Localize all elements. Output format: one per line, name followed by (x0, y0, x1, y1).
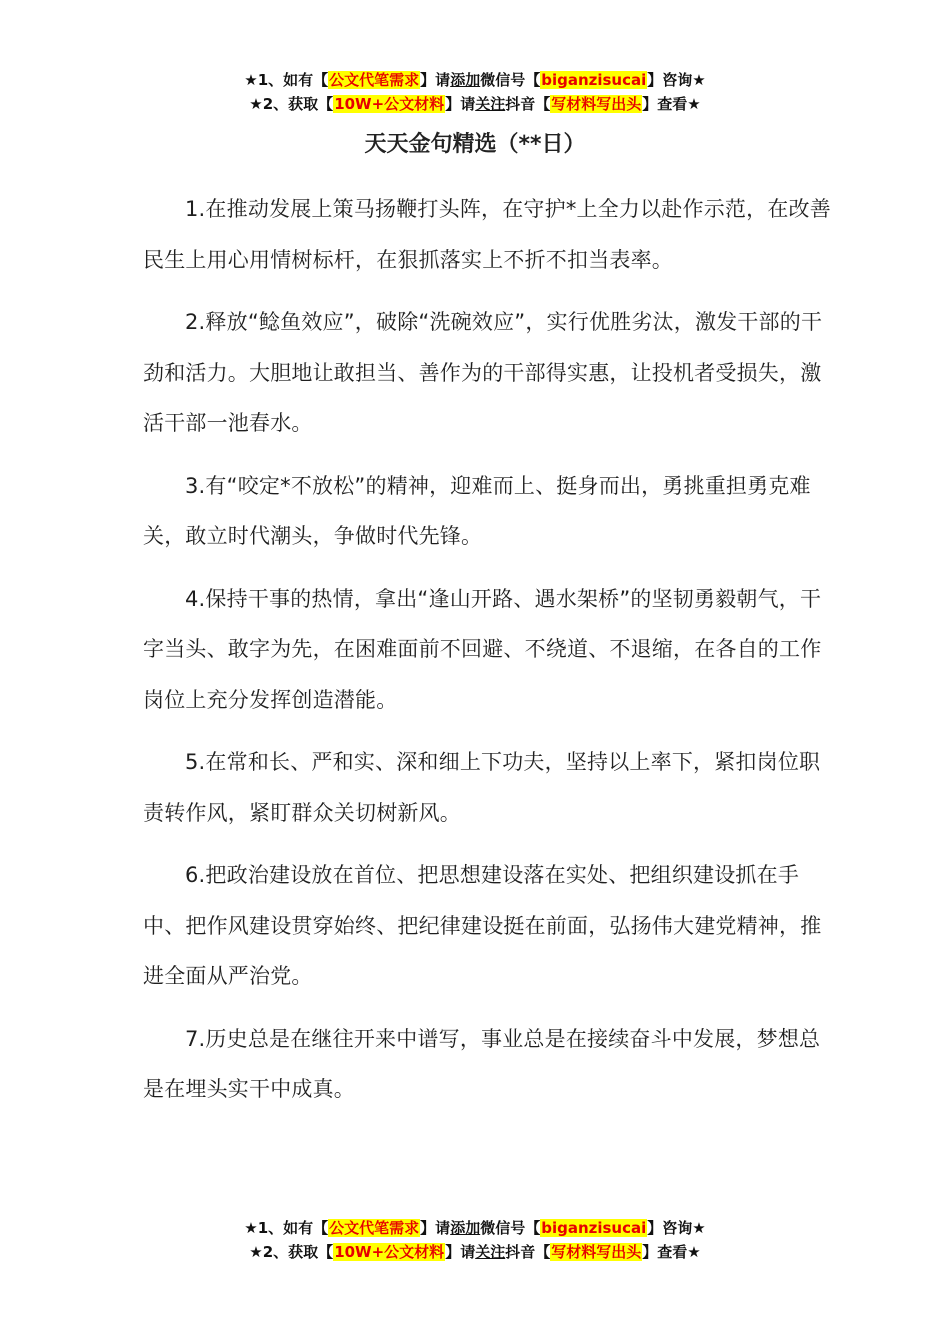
banner-text: 微信号【 (480, 1219, 541, 1237)
paragraph: 1.在推动发展上策马扬鞭打头阵，在守护*上全力以赴作示范，在改善民生上用心用情树标杆，在狠抓落实上不折不扣当表率。 (143, 197, 831, 272)
banner-highlight: 公文代笔需求 (329, 1219, 420, 1237)
banner-text: 】请 (445, 95, 476, 113)
banner-line-1 (0, 1216, 950, 1240)
banner-highlight: 10W+公文材料 (334, 95, 445, 113)
banner-text: 】咨询★ (647, 71, 706, 89)
banner-highlight: 写材料写出头 (551, 1243, 642, 1261)
banner-text: 】查看★ (642, 1243, 701, 1261)
paragraph: 3.有“咬定*不放松”的精神，迎难而上、挺身而出，勇挑重担勇克难关，敢立时代潮头，争做时代先锋。 (143, 473, 811, 548)
banner-underline: 添加 (450, 1219, 481, 1237)
banner-text: ★1、如有【 (244, 71, 329, 89)
banner-highlight: 10W+公文材料 (334, 1243, 445, 1261)
banner-highlight: 写材料写出头 (551, 95, 642, 113)
banner-text: 抖音【 (505, 95, 551, 113)
banner-highlight: 公文代笔需求 (329, 71, 420, 89)
banner-line-1 (0, 68, 950, 92)
banner-text: 】请 (420, 71, 451, 89)
banner-line-2 (0, 1240, 950, 1264)
banner-underline: 关注 (475, 95, 506, 113)
banner-underline: 关注 (475, 1243, 506, 1261)
paragraph: 7.历史总是在继往开来中谱写，事业总是在接续奋斗中发展，梦想总是在埋头实干中成真。 (143, 1026, 821, 1101)
bottom-banner (0, 1216, 950, 1264)
banner-text: ★2、获取【 (249, 1243, 334, 1261)
top-banner (0, 68, 950, 116)
banner-text: 微信号【 (480, 71, 541, 89)
document-body (143, 184, 833, 1127)
banner-highlight: biganzisucai (541, 71, 647, 89)
paragraph: 2.释放“鲶鱼效应”，破除“洗碗效应”，实行优胜劣汰，激发干部的干劲和活力。大胆地让敢担当、善作为的干部得实惠，让投机者受损失，激活干部一池春水。 (143, 310, 823, 435)
banner-text: 】请 (420, 1219, 451, 1237)
paragraph: 4.保持干事的热情，拿出“逢山开路、遇水架桥”的坚韧勇毅朝气，干字当头、敢字为先，在困难面前不回避、不绕道、不退缩，在各自的工作岗位上充分发挥创造潜能。 (143, 586, 822, 712)
banner-highlight: biganzisucai (541, 1219, 647, 1237)
banner-underline: 添加 (450, 71, 481, 89)
banner-line-2 (0, 92, 950, 116)
paragraph: 6.把政治建设放在首位、把思想建设落在实处、把组织建设抓在手中、把作风建设贯穿始终、把纪律建设挺在前面，弘扬伟大建党精神，推进全面从严治党。 (143, 863, 822, 988)
page-title: 天天金句精选（**日） (364, 132, 586, 157)
banner-text: 】咨询★ (647, 1219, 706, 1237)
banner-text: ★2、获取【 (249, 95, 334, 113)
banner-text: 】请 (445, 1243, 476, 1261)
paragraph: 5.在常和长、严和实、深和细上下功夫，坚持以上率下，紧扣岗位职责转作风，紧盯群众关切树新风。 (143, 750, 821, 825)
banner-text: 】查看★ (642, 95, 701, 113)
banner-text: ★1、如有【 (244, 1219, 329, 1237)
banner-text: 抖音【 (505, 1243, 551, 1261)
